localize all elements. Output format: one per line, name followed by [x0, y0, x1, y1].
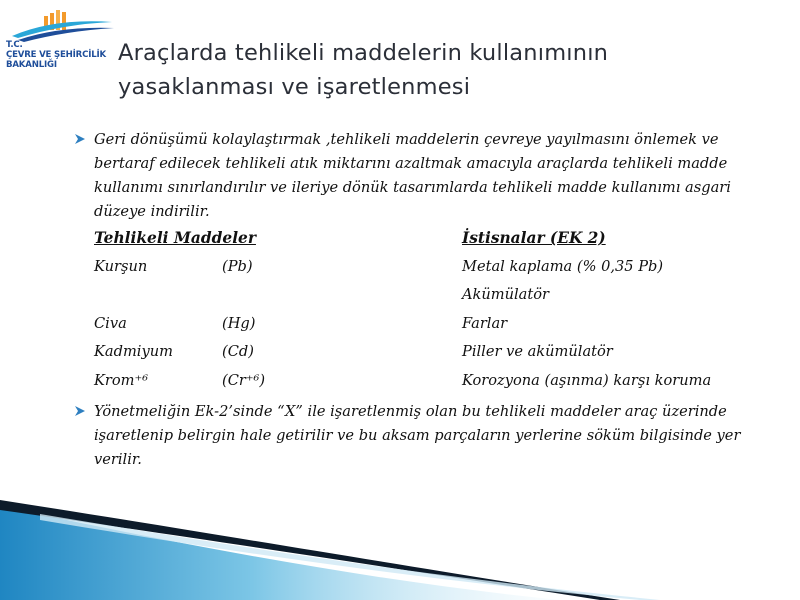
arrow-bullet-icon — [74, 405, 86, 417]
arrow-bullet-icon — [74, 133, 86, 145]
slide-title-line-2: yasaklanması ve işaretlenmesi — [118, 74, 471, 100]
bullet-2-line: işaretlenip belirgin hale getirilir ve bu aksam parçaların yerlerine söküm bilgisinde yer — [94, 427, 741, 444]
logo-line-ministry-name: ÇEVRE VE ŞEHİRCİLİK — [6, 50, 106, 60]
substance-name: Kadmiyum — [94, 343, 173, 360]
bullet-1-line: bertaraf edilecek tehlikeli atık miktarını azaltmak amacıyla araçlarda tehlikeli madde — [94, 155, 728, 172]
substance-exception: Korozyona (aşınma) karşı koruma — [462, 372, 712, 389]
substance-exception: Metal kaplama (% 0,35 Pb) — [462, 258, 664, 275]
bullet-2-line: verilir. — [94, 451, 142, 468]
header-exceptions: İstisnalar (EK 2) — [462, 229, 606, 247]
ministry-logo — [4, 4, 116, 74]
substance-symbol: (Pb) — [222, 258, 253, 275]
slide-title — [118, 36, 758, 104]
logo-emblem-icon — [4, 4, 116, 44]
logo-line-bakanligi: BAKANLIĞI — [6, 60, 57, 70]
bullet-2-line: Yönetmeliğin Ek-2’sinde “X” ile işaretlenmiş olan bu tehlikeli maddeler araç üzerinde — [94, 403, 727, 420]
substance-name: Civa — [94, 315, 127, 332]
substance-name: Krom⁺⁶ — [94, 372, 149, 389]
table-row — [94, 258, 774, 282]
header-hazardous-substances: Tehlikeli Maddeler — [94, 229, 256, 247]
logo-line-tc: T.C. — [6, 40, 23, 50]
bullet-1-line: kullanımı sınırlandırılır ve ileriye dönük tasarımlarda tehlikeli madde kullanımı asgari — [94, 179, 731, 196]
slide-title-line-1: Araçlarda tehlikeli maddelerin kullanımının — [118, 40, 609, 66]
table-row — [94, 315, 774, 339]
substance-exception: Piller ve akümülatör — [462, 343, 613, 360]
table-row — [94, 343, 774, 367]
table-row — [94, 372, 774, 396]
substance-symbol: (Cr⁺⁶) — [222, 372, 266, 389]
decorative-swoosh — [0, 500, 800, 600]
substance-exception: Farlar — [462, 315, 508, 332]
substance-exception: Akümülatör — [462, 286, 550, 303]
substance-symbol: (Hg) — [222, 315, 256, 332]
bullet-1-line: düzeye indirilir. — [94, 203, 210, 220]
bullet-1-line: Geri dönüşümü kolaylaştırmak ,tehlikeli maddelerin çevreye yayılmasını önlemek ve — [94, 131, 719, 148]
table-header-row — [94, 229, 774, 253]
substance-name: Kurşun — [94, 258, 148, 275]
substance-symbol: (Cd) — [222, 343, 254, 360]
table-row — [94, 286, 774, 310]
